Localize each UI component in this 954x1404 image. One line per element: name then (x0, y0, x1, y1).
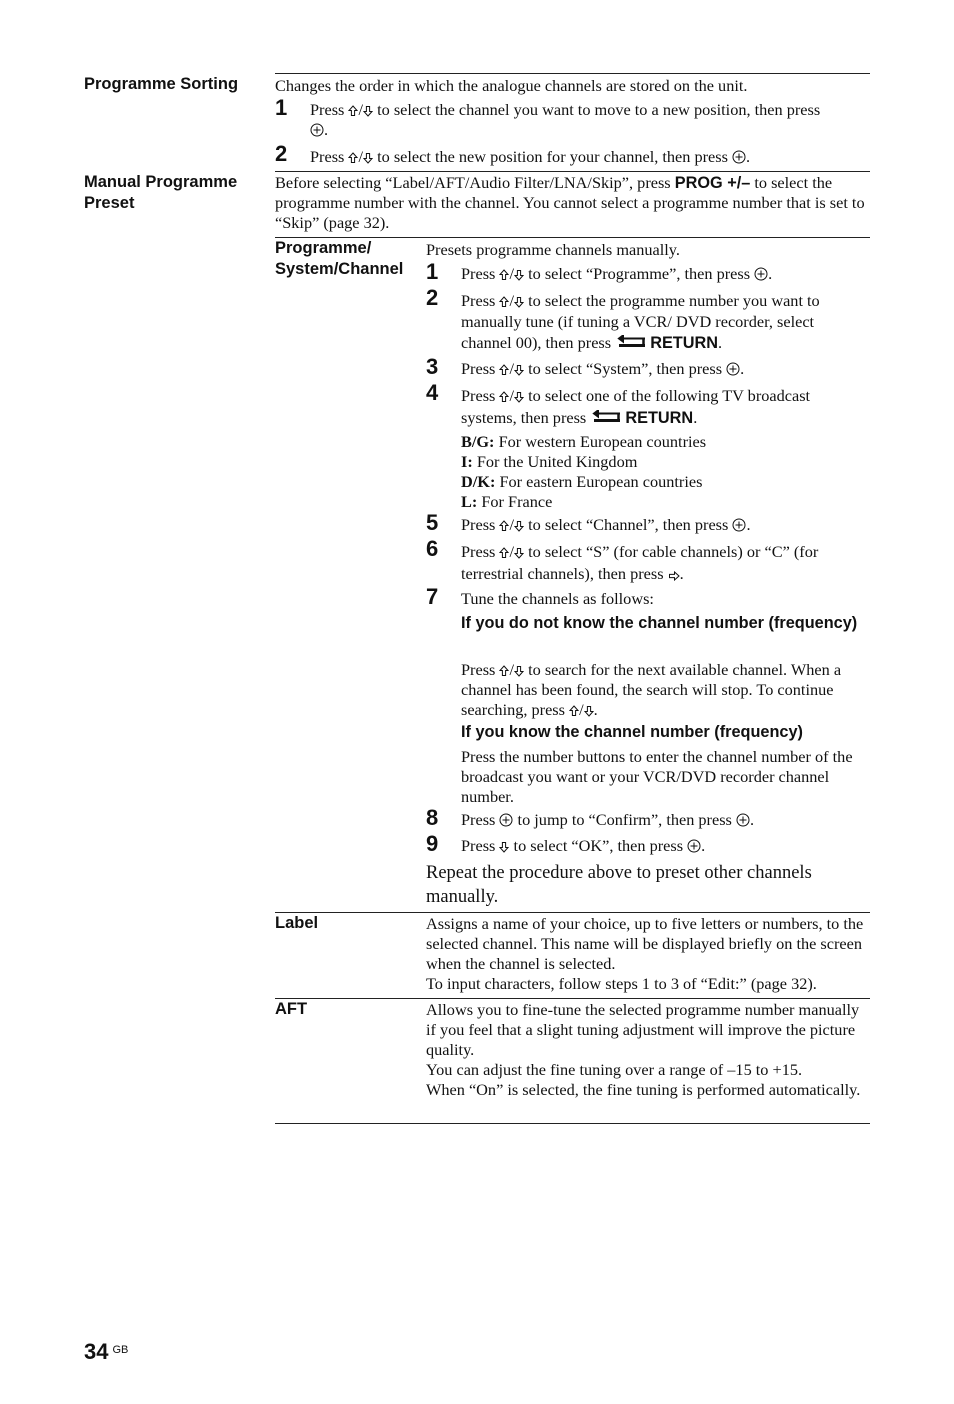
up-arrow-icon (499, 665, 509, 677)
term-manual-programme-preset: Manual Programme Preset (84, 173, 238, 212)
manual-intro: Before selecting “Label/AFT/Audio Filter/LNA/Skip”, press PROG +/– to select the programme number with the channel. You cannot select a programme number that is set to “Skip” (page 32). (275, 173, 865, 232)
down-arrow-icon (499, 841, 509, 853)
down-arrow-icon (514, 391, 524, 403)
section-rule-manual (275, 171, 870, 172)
enter-button-icon (687, 839, 701, 853)
known-channel-text: Press the number buttons to enter the channel number of the broadcast you want or your VCR/DVD recorder channel number. (461, 747, 853, 806)
up-arrow-icon (499, 364, 509, 376)
term-label: Label (275, 914, 319, 932)
aft-description: Allows you to fine-tune the selected programme number manually if you feel that a slight tuning adjustment will improve the picture quality. You can adjust the fine tuning over a range of –15 to +15. When “On” is selected, the fine tuning is performed automatically. (426, 1000, 861, 1099)
down-arrow-icon (584, 705, 594, 717)
down-arrow-icon (514, 547, 524, 559)
down-arrow-icon (514, 296, 524, 308)
return-icon (592, 410, 622, 424)
up-arrow-icon (499, 269, 509, 281)
repeat-note: Repeat the procedure above to preset other channels manually. (426, 863, 812, 907)
down-arrow-icon (363, 152, 373, 164)
enter-button-icon (736, 813, 750, 827)
system-item: I: For the United Kingdom (461, 452, 638, 471)
up-arrow-icon (348, 152, 358, 164)
sorting-step-1-number: 1 (275, 95, 288, 120)
page-number: 34 $^{GB}$ (84, 1339, 129, 1364)
sorting-step-2-number: 2 (275, 141, 288, 166)
psc-step-1-number: 1 (426, 259, 439, 284)
enter-button-icon (732, 150, 746, 164)
broadcast-systems-list (461, 432, 866, 512)
up-arrow-icon (499, 520, 509, 532)
psc-step-5: Press / to select “Channel”, then press . (461, 515, 751, 534)
psc-step-8-number: 8 (426, 805, 439, 830)
psc-step-1: Press / to select “Programme”, then press . (461, 264, 773, 283)
psc-step-4-number: 4 (426, 380, 439, 405)
table-bottom-rule (275, 1123, 870, 1124)
section-rule-sorting (275, 73, 870, 74)
enter-button-icon (754, 267, 768, 281)
psc-step-6-number: 6 (426, 536, 439, 561)
sorting-step-2: Press / to select the new position for your channel, then press . (310, 147, 751, 166)
down-arrow-icon (514, 520, 524, 532)
region-code: GB (112, 1344, 129, 1356)
term-programme-sorting: Programme Sorting (84, 75, 239, 93)
psc-step-9-number: 9 (426, 831, 439, 856)
psc-step-2: Press / to select the programme number you want to manually tune (if tuning a VCR/ DVD recorder, select channel 00), then press RETURN. (461, 291, 820, 352)
enter-button-icon (726, 362, 740, 376)
term-aft: AFT (275, 1000, 308, 1018)
subhead-unknown-channel: If you do not know the channel number (frequency) (461, 614, 858, 632)
system-item: D/K: For eastern European countries (461, 472, 703, 491)
up-arrow-icon (499, 547, 509, 559)
down-arrow-icon (514, 269, 524, 281)
psc-step-5-number: 5 (426, 510, 439, 535)
psc-step-4: Press / to select one of the following TV broadcast systems, then press RETURN. (461, 386, 811, 427)
psc-intro: Presets programme channels manually. (426, 240, 680, 259)
system-item: L: For France (461, 492, 553, 511)
sorting-step-1: Press / to select the channel you want to move to a new position, then press . (310, 100, 821, 139)
psc-step-7: Tune the channels as follows: (461, 589, 654, 608)
sorting-intro: Changes the order in which the analogue channels are stored on the unit. (275, 76, 748, 95)
enter-button-icon (499, 813, 513, 827)
psc-step-3: Press / to select “System”, then press . (461, 359, 745, 378)
down-arrow-icon (363, 105, 373, 117)
psc-step-3-number: 3 (426, 354, 439, 379)
up-arrow-icon (499, 391, 509, 403)
down-arrow-icon (514, 665, 524, 677)
return-label: RETURN (625, 409, 694, 427)
down-arrow-icon (514, 364, 524, 376)
prog-button-label: PROG +/– (674, 174, 751, 192)
psc-step-8: Press to jump to “Confirm”, then press . (461, 810, 755, 829)
return-label: RETURN (650, 334, 719, 352)
psc-step-2-number: 2 (426, 285, 439, 310)
subhead-known-channel: If you know the channel number (frequency) (461, 723, 803, 741)
label-description: Assigns a name of your choice, up to five letters or numbers, to the selected channel. This name will be displayed briefly on the screen when the channel is selected. To input characters, follow steps 1 to 3 of “Edit:” (page 32). (426, 914, 864, 993)
return-icon (617, 335, 647, 349)
psc-step-9: Press to select “OK”, then press . (461, 836, 706, 855)
enter-button-icon (732, 518, 746, 532)
up-arrow-icon (499, 296, 509, 308)
enter-button-icon (310, 123, 324, 137)
right-arrow-icon (668, 571, 680, 581)
term-programme-system-channel: Programme/ System/Channel (275, 239, 404, 278)
up-arrow-icon (569, 705, 579, 717)
up-arrow-icon (348, 105, 358, 117)
unknown-channel-text: Press / to search for the next available channel. When a channel has been found, the search will stop. To continue searching, press / . (461, 660, 842, 719)
psc-step-6: Press / to select “S” (for cable channels) or “C” (for terrestrial channels), then press . (461, 542, 819, 583)
system-item: B/G: For western European countries (461, 432, 707, 451)
psc-step-7-number: 7 (426, 584, 439, 609)
